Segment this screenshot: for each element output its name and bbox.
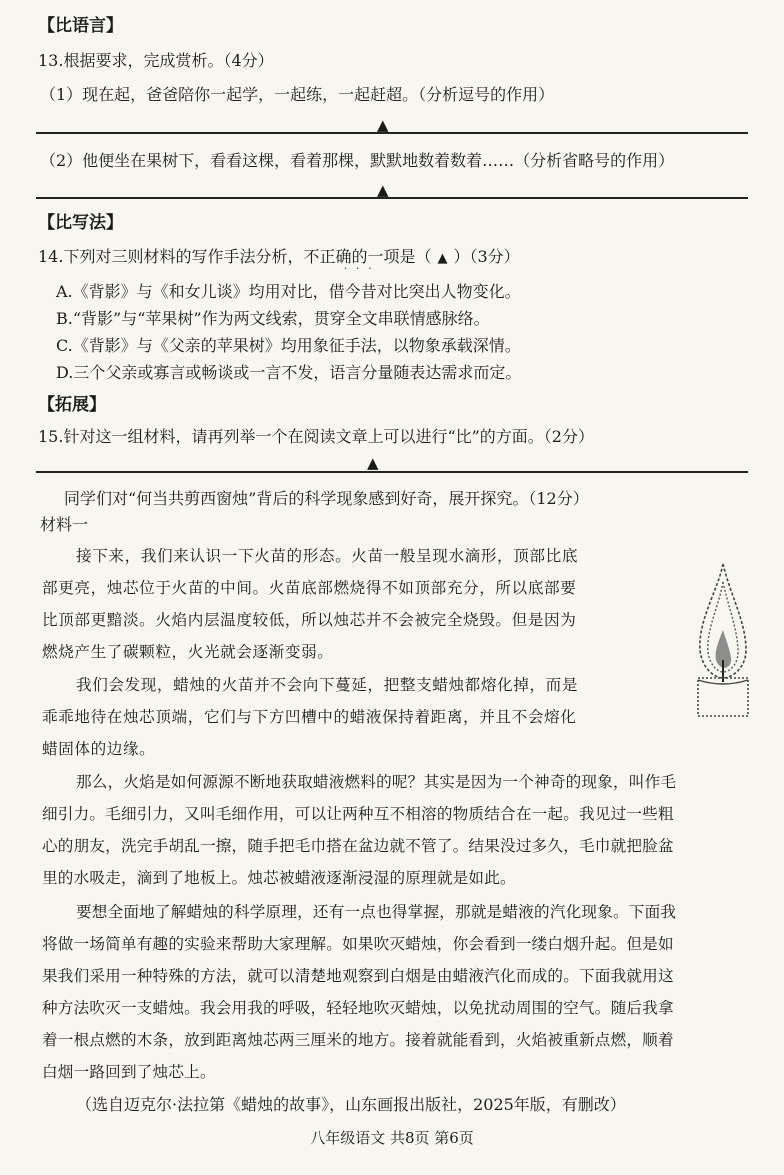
question-14-stem-pre: 14.下列对三则材料的写作手法分析， — [38, 247, 304, 266]
p4-line2: 将做一场简单有趣的实验来帮助大家理解。如果吹灭蜡烛，你会看到一缕白烟升起。但是如 — [42, 935, 674, 953]
source-citation: （选自迈克尔·法拉第《蜡烛的故事》，山东画报出版社，2025年版，有删改） — [76, 1095, 626, 1114]
p1-line1: 接下来，我们来认识一下火苗的形态。火苗一般呈现水滴形，顶部比底 — [76, 547, 579, 565]
question-13-sub2: （2）他便坐在果树下，看看这棵，看着那棵，默默地数着数着……（分析省略号的作用） — [40, 151, 675, 170]
reading-intro: 同学们对“何当共剪西窗烛”背后的科学现象感到好奇，展开探究。（12分） — [64, 489, 589, 508]
candle-flame-illustration — [690, 560, 756, 720]
p3-line2: 细引力。毛细引力，又叫毛细作用，可以让两种互不相溶的物质结合在一起。我见过一些粗 — [42, 805, 674, 823]
question-14-stem-post: 的一项是（ — [351, 247, 432, 266]
p2-line1: 我们会发现，蜡烛的火苗并不会向下蔓延，把整支蜡烛都熔化掉，而是 — [76, 676, 579, 694]
answer-mark-14: ▲ — [437, 251, 448, 266]
p4-line6: 白烟一路回到了烛芯上。 — [42, 1063, 216, 1081]
option-d: D.三个父亲或寡言或畅谈或一言不发，语言分量随表达需求而定。 — [56, 363, 522, 382]
p1-line3: 比顶部更黯淡。火焰内层温度较低，所以烛芯并不会被完全烧毁。但是因为 — [42, 611, 577, 629]
p2-line3: 蜡固体的边缘。 — [42, 740, 156, 758]
section-extension: 【拓展】 — [38, 395, 106, 415]
material-title: 材料一 — [40, 515, 89, 534]
answer-mark-13-2: ▲ — [377, 181, 389, 199]
question-13-stem: 13.根据要求，完成赏析。（4分） — [38, 51, 274, 70]
question-14-stem — [38, 247, 520, 269]
emphasis-dots: ··· — [344, 264, 381, 275]
p4-line4: 种方法吹灭一支蜡烛。我会用我的呼吸，轻轻地吹灭蜡烛，以免扰动周围的空气。随后我拿 — [42, 999, 674, 1017]
question-14-stem-close: ）（3分） — [453, 247, 520, 266]
answer-line-13-1[interactable] — [36, 132, 748, 134]
p2-line2: 乖乖地待在烛芯顶端，它们与下方凹槽中的蜡液保持着距离，并且不会熔化 — [42, 708, 577, 726]
p3-line1: 那么，火焰是如何源源不断地获取蜡液燃料的呢？其实是因为一个神奇的现象，叫作毛 — [76, 773, 677, 791]
p1-line2: 部更亮，烛芯位于火苗的中间。火苗底部燃烧得不如顶部充分，所以底部要 — [42, 579, 577, 597]
answer-mark-15: ▲ — [367, 454, 379, 472]
answer-mark-13-1: ▲ — [377, 116, 389, 134]
answer-line-13-2[interactable] — [36, 197, 748, 199]
page-footer: 八年级语文 共8页 第6页 — [310, 1129, 474, 1147]
section-compare-language: 【比语言】 — [38, 16, 123, 36]
p3-line4: 里的水吸走，滴到了地板上。烛芯被蜡液逐渐浸湿的原理就是如此。 — [42, 869, 516, 887]
p3-line3: 心的朋友，洗完手胡乱一擦，随手把毛巾搭在盆边就不管了。结果没过多久，毛巾就把脸盆 — [42, 837, 674, 855]
p1-line4: 燃烧产生了碳颗粒，火光就会逐渐变弱。 — [42, 643, 334, 661]
option-b: B.“背影”与“苹果树”作为两文线索，贯穿全文串联情感脉络。 — [56, 309, 490, 328]
p4-line1: 要想全面地了解蜡烛的科学原理，还有一点也得掌握，那就是蜡液的汽化现象。下面我 — [76, 903, 677, 921]
option-a: A.《背影》与《和女儿谈》均用对比，借今昔对比突出人物变化。 — [56, 282, 521, 301]
p4-line3: 果我们采用一种特殊的方法，就可以清楚地观察到白烟是由蜡液汽化而成的。下面我就用这 — [42, 967, 674, 985]
question-13-sub1: （1）现在起，爸爸陪你一起学，一起练，一起赶超。（分析逗号的作用） — [40, 85, 555, 104]
p4-line5: 着一根点燃的木条，放到距离烛芯两三厘米的地方。接着就能看到，火焰被重新点燃，顺着 — [42, 1031, 674, 1049]
section-compare-writing: 【比写法】 — [38, 213, 123, 233]
question-15-stem: 15.针对这一组材料，请再列举一个在阅读文章上可以进行“比”的方面。（2分） — [38, 427, 594, 446]
question-14-emphasis: 不正确 — [303, 247, 352, 266]
answer-line-15[interactable] — [36, 471, 748, 473]
option-c: C.《背影》与《父亲的苹果树》均用象征手法，以物象承载深情。 — [56, 336, 521, 355]
